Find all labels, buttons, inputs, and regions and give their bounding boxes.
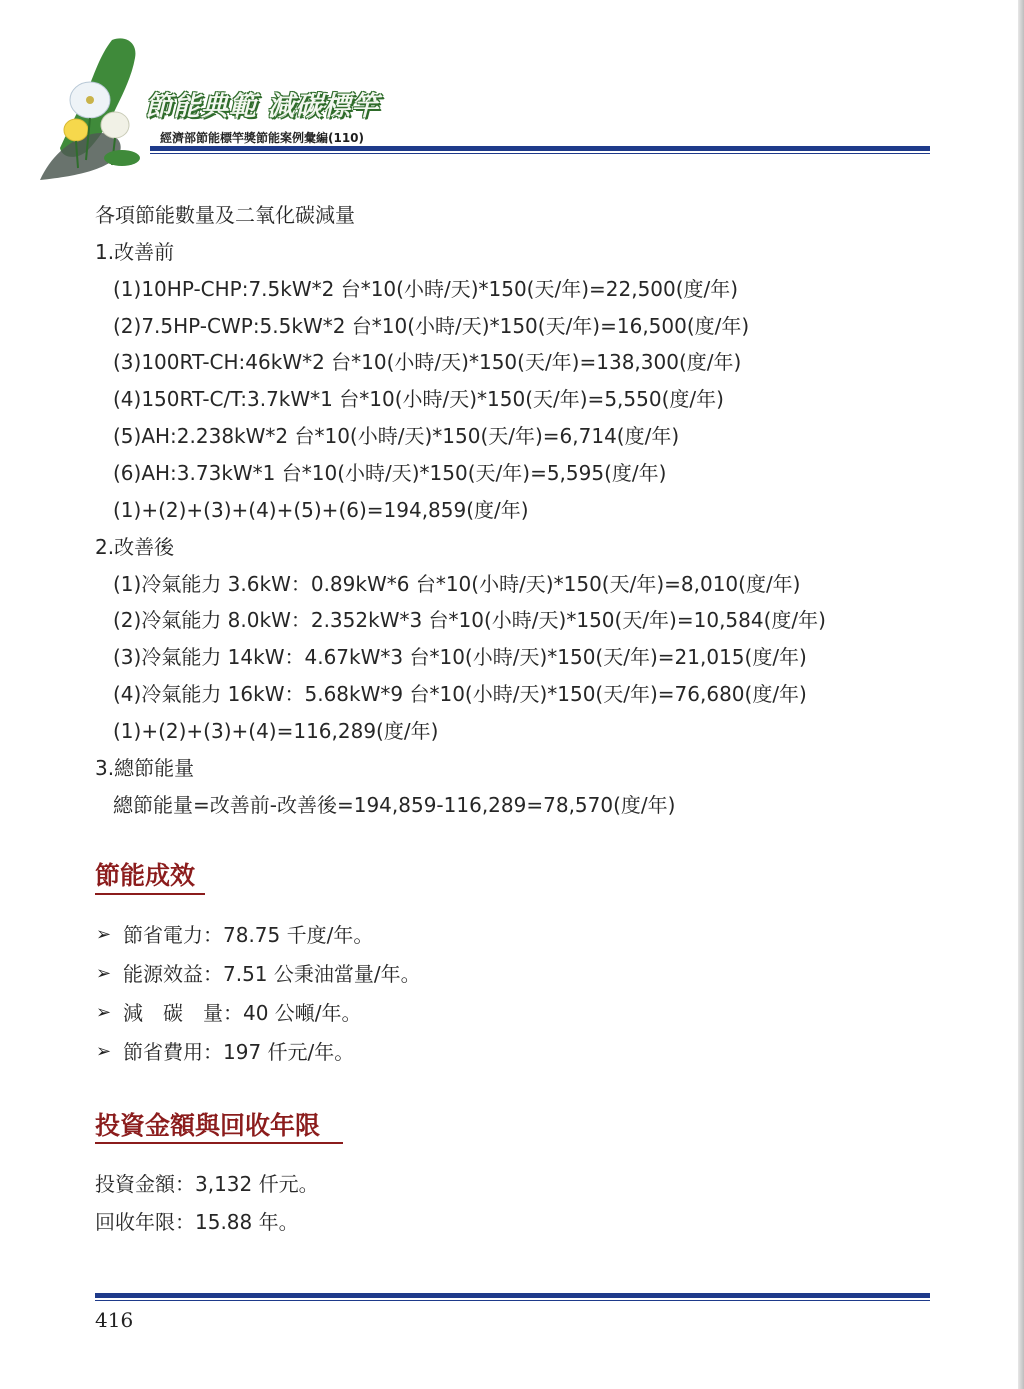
- arrow-bullet-icon: ➢: [96, 963, 112, 984]
- result-item: 節省費用：197 仟元/年。: [123, 1040, 355, 1064]
- before-item: (6)AH:3.73kW*1 台*10(小時/天)*150(天/年)=5,595(度/年): [113, 461, 667, 485]
- before-sum: (1)+(2)+(3)+(4)+(5)+(6)=194,859(度/年): [113, 498, 529, 522]
- before-item: (1)10HP-CHP:7.5kW*2 台*10(小時/天)*150(天/年)=22,500(度/年): [113, 277, 739, 301]
- results-heading: 節能成效: [95, 861, 196, 890]
- results-heading-underline: [95, 893, 205, 895]
- result-item: 節省電力：78.75 千度/年。: [123, 923, 374, 947]
- after-heading: 2.改善後: [95, 535, 175, 559]
- header-subtitle: 經濟部節能標竿獎節能案例彙編(110): [160, 131, 365, 145]
- before-item: (2)7.5HP-CWP:5.5kW*2 台*10(小時/天)*150(天/年)=16,500(度/年): [113, 314, 750, 338]
- investment-heading: 投資金額與回收年限: [95, 1111, 321, 1140]
- header-title: 節能典範 減碳標竿: [145, 91, 380, 122]
- payback-period: 回收年限：15.88 年。: [95, 1210, 299, 1234]
- result-item: 減 碳 量：40 公噸/年。: [123, 1001, 362, 1025]
- after-sum: (1)+(2)+(3)+(4)=116,289(度/年): [113, 719, 439, 743]
- investment-amount: 投資金額：3,132 仟元。: [95, 1172, 319, 1196]
- page-number: 416: [95, 1308, 134, 1332]
- after-item: (2)冷氣能力 8.0kW：2.352kW*3 台*10(小時/天)*150(天/年)=10,584(度/年): [113, 608, 826, 632]
- before-item: (4)150RT-C/T:3.7kW*1 台*10(小時/天)*150(天/年)=5,550(度/年): [113, 387, 724, 411]
- section-title: 各項節能數量及二氧化碳減量: [95, 203, 355, 227]
- arrow-bullet-icon: ➢: [96, 1002, 112, 1023]
- page-header: [0, 0, 1024, 180]
- footer-rule-thick: [95, 1293, 930, 1298]
- arrow-bullet-icon: ➢: [96, 924, 112, 945]
- footer-rule-thin: [95, 1300, 930, 1301]
- after-item: (3)冷氣能力 14kW：4.67kW*3 台*10(小時/天)*150(天/年)=21,015(度/年): [113, 645, 807, 669]
- header-rule-thin: [150, 153, 930, 154]
- total-heading: 3.總節能量: [95, 756, 195, 780]
- arrow-bullet-icon: ➢: [96, 1041, 112, 1062]
- before-item: (3)100RT-CH:46kW*2 台*10(小時/天)*150(天/年)=138,300(度/年): [113, 350, 742, 374]
- result-item: 能源效益：7.51 公秉油當量/年。: [123, 962, 421, 986]
- before-heading: 1.改善前: [95, 240, 175, 264]
- total-text: 總節能量=改善前-改善後=194,859-116,289=78,570(度/年): [113, 793, 676, 817]
- before-item: (5)AH:2.238kW*2 台*10(小時/天)*150(天/年)=6,714(度/年): [113, 424, 680, 448]
- header-rule-thick: [150, 146, 930, 151]
- page-edge: [1018, 0, 1024, 1389]
- after-item: (1)冷氣能力 3.6kW：0.89kW*6 台*10(小時/天)*150(天/年)=8,010(度/年): [113, 572, 801, 596]
- investment-heading-underline: [95, 1142, 343, 1144]
- after-item: (4)冷氣能力 16kW：5.68kW*9 台*10(小時/天)*150(天/年)=76,680(度/年): [113, 682, 807, 706]
